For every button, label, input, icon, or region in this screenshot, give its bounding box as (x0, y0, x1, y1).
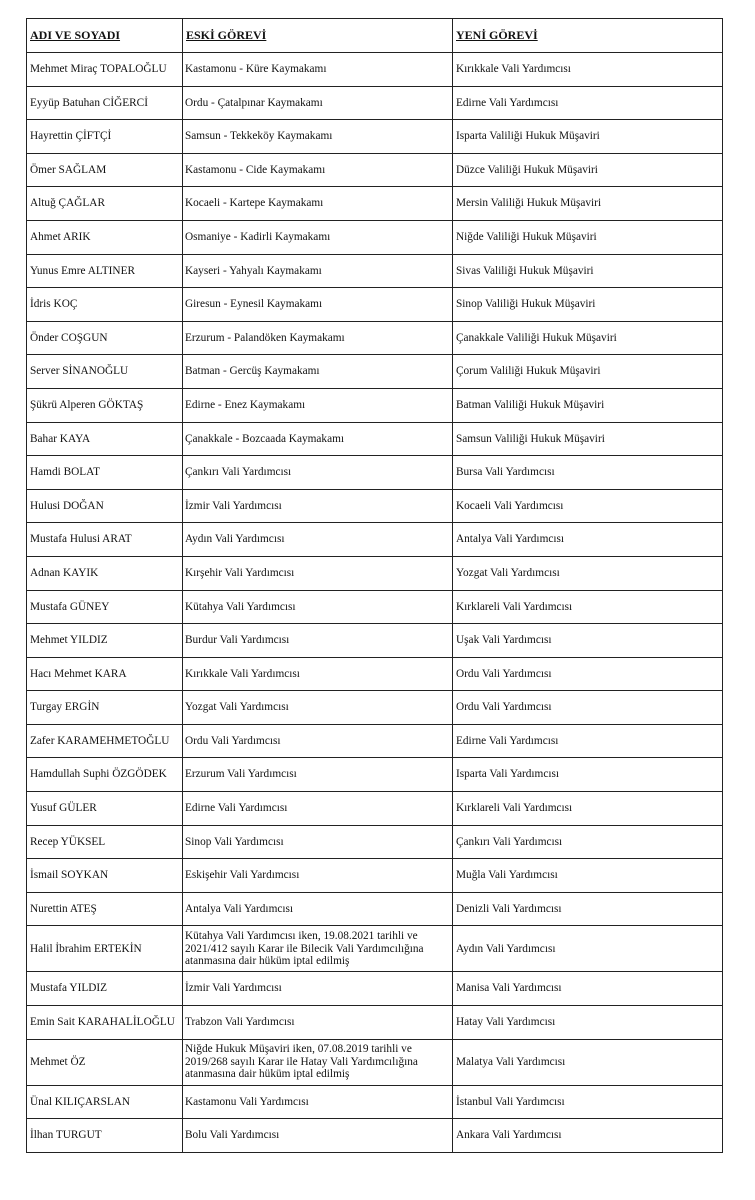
cell-name: İdris KOÇ (27, 288, 183, 322)
cell-new-position: Kocaeli Vali Yardımcısı (453, 489, 723, 523)
table-row (27, 892, 723, 926)
cell-name: İlhan TURGUT (27, 1119, 183, 1153)
cell-new-position: Isparta Valiliği Hukuk Müşaviri (453, 120, 723, 154)
cell-old-position: Çankırı Vali Yardımcısı (183, 456, 453, 490)
cell-old-position: Eskişehir Vali Yardımcısı (183, 859, 453, 893)
cell-new-position: Edirne Vali Yardımcısı (453, 724, 723, 758)
cell-name: Halil İbrahim ERTEKİN (27, 926, 183, 972)
cell-name: Ünal KILIÇARSLAN (27, 1085, 183, 1119)
cell-name: Emin Sait KARAHALİLOĞLU (27, 1006, 183, 1040)
cell-new-position: Sivas Valiliği Hukuk Müşaviri (453, 254, 723, 288)
table-row (27, 1039, 723, 1085)
cell-old-position: Kocaeli - Kartepe Kaymakamı (183, 187, 453, 221)
table-row (27, 456, 723, 490)
table-row (27, 288, 723, 322)
cell-name: Turgay ERGİN (27, 691, 183, 725)
cell-new-position: Kırıkkale Vali Yardımcısı (453, 53, 723, 87)
cell-new-position: Yozgat Vali Yardımcısı (453, 556, 723, 590)
cell-new-position: Manisa Vali Yardımcısı (453, 972, 723, 1006)
cell-new-position: Düzce Valiliği Hukuk Müşaviri (453, 153, 723, 187)
cell-name: Mustafa YILDIZ (27, 972, 183, 1006)
cell-name: Hacı Mehmet KARA (27, 657, 183, 691)
table-row (27, 825, 723, 859)
table-row (27, 859, 723, 893)
cell-name: Şükrü Alperen GÖKTAŞ (27, 388, 183, 422)
cell-old-position: Edirne - Enez Kaymakamı (183, 388, 453, 422)
cell-old-position: Batman - Gercüş Kaymakamı (183, 355, 453, 389)
table-row (27, 422, 723, 456)
cell-new-position: Sinop Valiliği Hukuk Müşaviri (453, 288, 723, 322)
appointment-document (26, 18, 722, 1153)
cell-name: Hamdullah Suphi ÖZGÖDEK (27, 758, 183, 792)
cell-name: Yusuf GÜLER (27, 792, 183, 826)
table-row (27, 220, 723, 254)
cell-new-position: Çankırı Vali Yardımcısı (453, 825, 723, 859)
cell-old-position: Osmaniye - Kadirli Kaymakamı (183, 220, 453, 254)
cell-new-position: Niğde Valiliği Hukuk Müşaviri (453, 220, 723, 254)
cell-old-position: Aydın Vali Yardımcısı (183, 523, 453, 557)
cell-new-position: Aydın Vali Yardımcısı (453, 926, 723, 972)
cell-old-position: Niğde Hukuk Müşaviri iken, 07.08.2019 tarihli ve 2019/268 sayılı Karar ile Hatay Vali Yardımcılığına atanmasına dair hüküm iptal edilmiş (183, 1039, 453, 1085)
cell-old-position: Ordu - Çatalpınar Kaymakamı (183, 86, 453, 120)
cell-new-position: Hatay Vali Yardımcısı (453, 1006, 723, 1040)
cell-old-position: Samsun - Tekkeköy Kaymakamı (183, 120, 453, 154)
table-row (27, 321, 723, 355)
cell-old-position: Kütahya Vali Yardımcısı iken, 19.08.2021 tarihli ve 2021/412 sayılı Karar ile Bilecik Vali Yardımcılığına atanmasına dair hüküm iptal edilmiş (183, 926, 453, 972)
cell-new-position: İstanbul Vali Yardımcısı (453, 1085, 723, 1119)
cell-old-position: Sinop Vali Yardımcısı (183, 825, 453, 859)
cell-name: Ömer SAĞLAM (27, 153, 183, 187)
cell-new-position: Malatya Vali Yardımcısı (453, 1039, 723, 1085)
cell-old-position: İzmir Vali Yardımcısı (183, 489, 453, 523)
cell-name: Zafer KARAMEHMETOĞLU (27, 724, 183, 758)
cell-old-position: Kütahya Vali Yardımcısı (183, 590, 453, 624)
cell-new-position: Uşak Vali Yardımcısı (453, 624, 723, 658)
table-row (27, 489, 723, 523)
table-row (27, 758, 723, 792)
table-row (27, 972, 723, 1006)
cell-new-position: Çanakkale Valiliği Hukuk Müşaviri (453, 321, 723, 355)
cell-old-position: Kırıkkale Vali Yardımcısı (183, 657, 453, 691)
cell-name: Mehmet Miraç TOPALOĞLU (27, 53, 183, 87)
header-new-position: YENİ GÖREVİ (453, 19, 723, 53)
cell-name: Mustafa GÜNEY (27, 590, 183, 624)
cell-new-position: Ordu Vali Yardımcısı (453, 691, 723, 725)
cell-name: Hayrettin ÇİFTÇİ (27, 120, 183, 154)
table-row (27, 926, 723, 972)
table-row (27, 1085, 723, 1119)
cell-new-position: Edirne Vali Yardımcısı (453, 86, 723, 120)
cell-name: Mehmet ÖZ (27, 1039, 183, 1085)
cell-name: Adnan KAYIK (27, 556, 183, 590)
cell-new-position: Ordu Vali Yardımcısı (453, 657, 723, 691)
cell-old-position: Ordu Vali Yardımcısı (183, 724, 453, 758)
header-old-position: ESKİ GÖREVİ (183, 19, 453, 53)
table-row (27, 53, 723, 87)
cell-new-position: Ankara Vali Yardımcısı (453, 1119, 723, 1153)
cell-name: Ahmet ARIK (27, 220, 183, 254)
table-row (27, 657, 723, 691)
cell-name: Altuğ ÇAĞLAR (27, 187, 183, 221)
cell-new-position: Samsun Valiliği Hukuk Müşaviri (453, 422, 723, 456)
cell-new-position: Isparta Vali Yardımcısı (453, 758, 723, 792)
cell-old-position: Kayseri - Yahyalı Kaymakamı (183, 254, 453, 288)
cell-new-position: Muğla Vali Yardımcısı (453, 859, 723, 893)
table-body (27, 53, 723, 1153)
cell-new-position: Mersin Valiliği Hukuk Müşaviri (453, 187, 723, 221)
cell-old-position: Trabzon Vali Yardımcısı (183, 1006, 453, 1040)
table-row (27, 590, 723, 624)
cell-new-position: Denizli Vali Yardımcısı (453, 892, 723, 926)
header-name: ADI VE SOYADI (27, 19, 183, 53)
table-row (27, 388, 723, 422)
cell-name: Hulusi DOĞAN (27, 489, 183, 523)
cell-new-position: Bursa Vali Yardımcısı (453, 456, 723, 490)
table-row (27, 120, 723, 154)
table-row (27, 1119, 723, 1153)
cell-old-position: Antalya Vali Yardımcısı (183, 892, 453, 926)
cell-old-position: Kastamonu - Küre Kaymakamı (183, 53, 453, 87)
appointments-table (26, 18, 723, 1153)
cell-name: Mehmet YILDIZ (27, 624, 183, 658)
cell-name: Mustafa Hulusi ARAT (27, 523, 183, 557)
cell-name: Önder COŞGUN (27, 321, 183, 355)
table-row (27, 1006, 723, 1040)
table-header-row (27, 19, 723, 53)
table-row (27, 355, 723, 389)
cell-name: Nurettin ATEŞ (27, 892, 183, 926)
cell-old-position: Bolu Vali Yardımcısı (183, 1119, 453, 1153)
table-row (27, 523, 723, 557)
table-row (27, 624, 723, 658)
cell-name: Recep YÜKSEL (27, 825, 183, 859)
cell-name: Bahar KAYA (27, 422, 183, 456)
cell-new-position: Batman Valiliği Hukuk Müşaviri (453, 388, 723, 422)
cell-name: İsmail SOYKAN (27, 859, 183, 893)
cell-new-position: Antalya Vali Yardımcısı (453, 523, 723, 557)
table-row (27, 724, 723, 758)
table-row (27, 254, 723, 288)
table-row (27, 153, 723, 187)
table-row (27, 187, 723, 221)
table-row (27, 792, 723, 826)
cell-name: Server SİNANOĞLU (27, 355, 183, 389)
cell-new-position: Kırklareli Vali Yardımcısı (453, 590, 723, 624)
cell-new-position: Kırklareli Vali Yardımcısı (453, 792, 723, 826)
table-row (27, 556, 723, 590)
cell-old-position: Kastamonu - Cide Kaymakamı (183, 153, 453, 187)
cell-old-position: Erzurum - Palandöken Kaymakamı (183, 321, 453, 355)
cell-new-position: Çorum Valiliği Hukuk Müşaviri (453, 355, 723, 389)
table-row (27, 691, 723, 725)
cell-old-position: Edirne Vali Yardımcısı (183, 792, 453, 826)
cell-name: Yunus Emre ALTINER (27, 254, 183, 288)
cell-old-position: Kastamonu Vali Yardımcısı (183, 1085, 453, 1119)
cell-old-position: Çanakkale - Bozcaada Kaymakamı (183, 422, 453, 456)
cell-old-position: Yozgat Vali Yardımcısı (183, 691, 453, 725)
cell-old-position: İzmir Vali Yardımcısı (183, 972, 453, 1006)
cell-name: Eyyüp Batuhan CİĞERCİ (27, 86, 183, 120)
table-row (27, 86, 723, 120)
cell-old-position: Kırşehir Vali Yardımcısı (183, 556, 453, 590)
cell-old-position: Erzurum Vali Yardımcısı (183, 758, 453, 792)
cell-old-position: Giresun - Eynesil Kaymakamı (183, 288, 453, 322)
cell-old-position: Burdur Vali Yardımcısı (183, 624, 453, 658)
cell-name: Hamdi BOLAT (27, 456, 183, 490)
